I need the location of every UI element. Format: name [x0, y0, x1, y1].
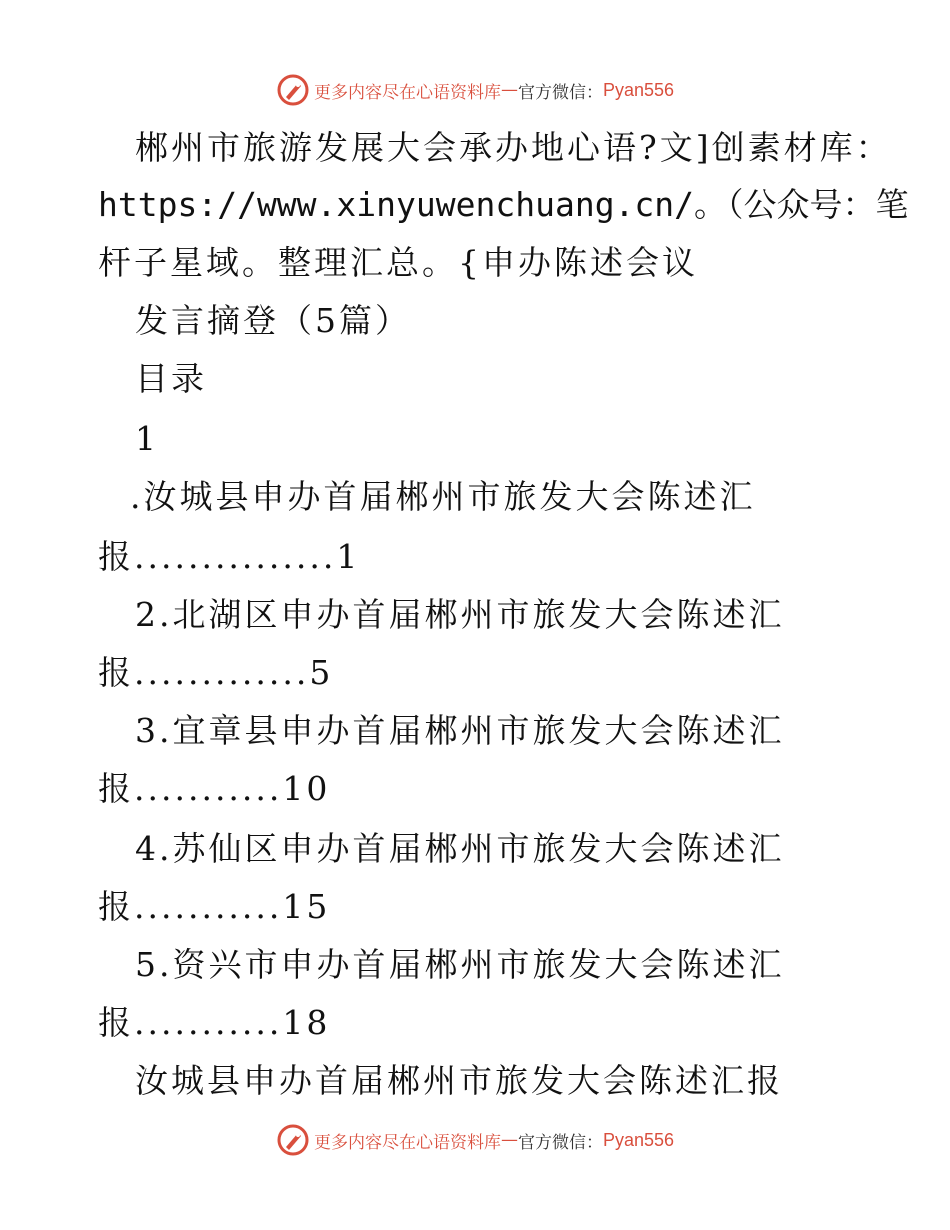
- toc-number: 1: [135, 419, 159, 458]
- toc-item-5-title[interactable]: 5.资兴市申办首届郴州市旅发大会陈述汇: [135, 945, 785, 984]
- toc-heading: 目录: [135, 359, 207, 398]
- toc-item-3-title[interactable]: 3.宜章县申办首届郴州市旅发大会陈述汇: [135, 711, 785, 750]
- header-banner: [0, 70, 950, 110]
- banner-dash: —: [500, 1130, 518, 1150]
- toc-item-3-page[interactable]: 报...........10: [98, 769, 331, 808]
- toc-item-2-page[interactable]: 报.............5: [98, 653, 334, 692]
- section-title: 汝城县申办首届郴州市旅发大会陈述汇报: [135, 1061, 783, 1100]
- banner-account: Pyan556: [602, 1129, 675, 1150]
- banner-main-text: 更多内容尽在心语资料库: [313, 82, 501, 103]
- banner-dash: —: [500, 80, 518, 100]
- banner-account: Pyan556: [602, 79, 675, 100]
- intro-line-3: 杆子星域。整理汇总。{申办陈述会议: [98, 243, 698, 282]
- toc-item-4-page[interactable]: 报...........15: [98, 887, 331, 926]
- banner-main-text: 更多内容尽在心语资料库: [313, 1132, 501, 1153]
- toc-item-1-title[interactable]: .汝城县申办首届郴州市旅发大会陈述汇: [130, 477, 756, 516]
- toc-item-2-title[interactable]: 2.北湖区申办首届郴州市旅发大会陈述汇: [135, 595, 785, 634]
- banner-label: 官方微信：: [517, 1132, 603, 1153]
- banner-label: 官方微信：: [517, 82, 603, 103]
- intro-line-1: 郴州市旅游发展大会承办地心语?文]创素材库：: [135, 128, 892, 167]
- toc-item-1-page[interactable]: 报...............1: [98, 537, 361, 576]
- pen-logo-icon: [276, 1123, 310, 1157]
- subtitle: 发言摘登（5篇）: [135, 301, 411, 340]
- toc-item-5-page[interactable]: 报...........18: [98, 1003, 331, 1042]
- toc-item-4-title[interactable]: 4.苏仙区申办首届郴州市旅发大会陈述汇: [135, 829, 785, 868]
- pen-logo-icon: [276, 73, 310, 107]
- intro-line-2: https://www.xinyuwenchuang.cn/。（公众号：笔: [98, 185, 909, 224]
- footer-banner: [0, 1120, 950, 1160]
